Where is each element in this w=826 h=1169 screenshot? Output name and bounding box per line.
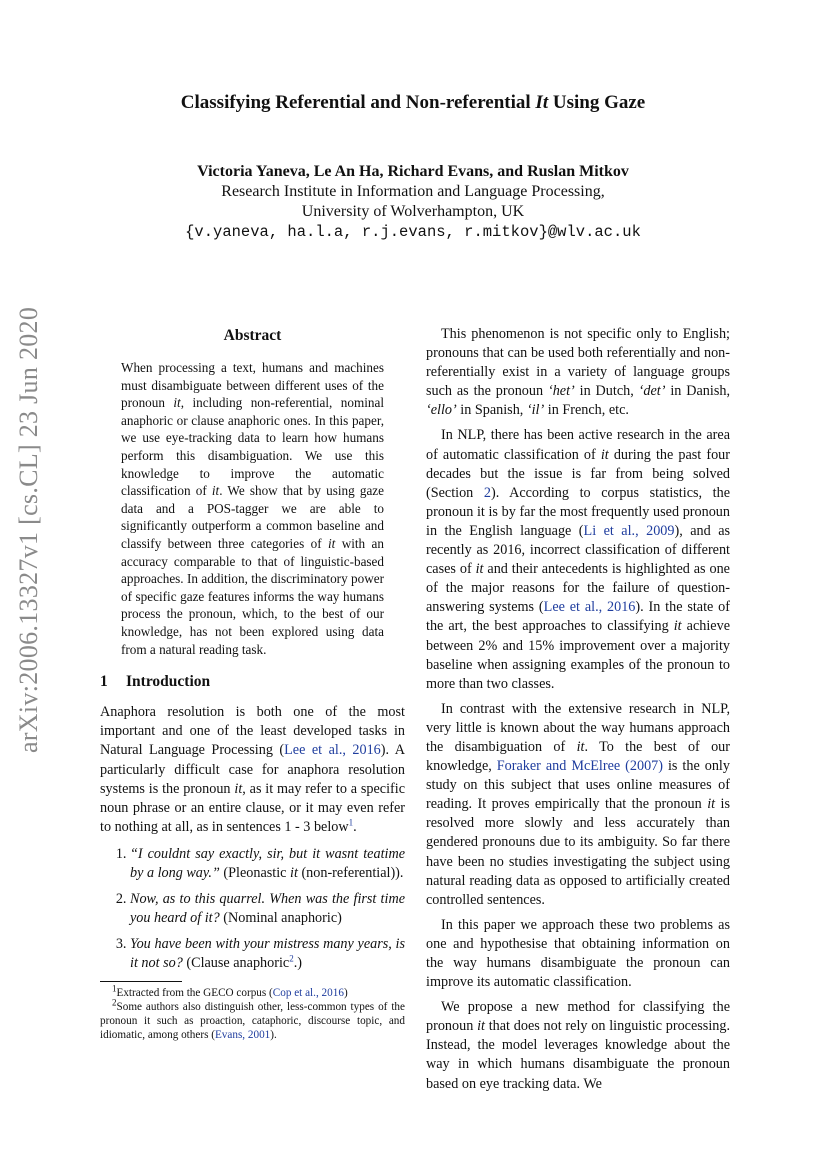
author-block <box>0 162 826 242</box>
footnote-ref-2[interactable]: 2 <box>289 953 294 964</box>
author-names: Victoria Yaneva, Le An Ha, Richard Evans, and Ruslan Mitkov <box>197 163 629 180</box>
author-emails: {v.yaneva, ha.l.a, r.j.evans, r.mitkov}@wlv.ac.uk <box>185 223 641 241</box>
right-paragraph-5: We propose a new method for classifying the pronoun it that does not rely on linguistic processing. Instead, the model leverages knowledge about the way in which humans disambiguate the pronoun based on eye tracking data. We <box>426 999 730 1092</box>
paper-title: Classifying Referential and Non-referential It Using Gaze <box>180 92 646 113</box>
right-paragraph-1: This phenomenon is not specific only to English; pronouns that can be used both referentially and non-referentially exist in a variety of language groups such as the pronoun ‘het’ in Dutch, ‘det’ in Danish, ‘ello’ in Spanish, ‘il’ in French, etc. <box>426 326 730 419</box>
right-paragraph-2: In NLP, there has been active research in the area of automatic classification of it during the past four decades but the issue is far from being solved (Section 2). According to corpus statistics, the pronoun it is by far the most frequently used pronoun in the English language (Li et al., 2009), and as recently as 2016, incorrect classification of different cases of it and their antecedents is highlighted as one of the major reasons for the failure of question-answering systems (Lee et al., 2016). In the state of the art, the best approaches to classifying it achieve between 2% and 15% improvement over a majority baseline when assigning examples of the pronoun to more than two classes. <box>426 427 731 692</box>
example-item-2: 2. Now, as to this quarrel. When was the first time you heard of it? (Nominal anaphoric) <box>130 890 405 928</box>
affiliation-line-2: University of Wolverhampton, UK <box>301 203 525 220</box>
citation-link[interactable]: Lee et al., 2016 <box>543 599 636 616</box>
right-paragraph-3: In contrast with the extensive research in NLP, very little is known about the way humans approach the disambiguation of it. To the best of our knowledge, Foraker and McElree (2007) is the only study on this subject that uses online measures of reading. It proves empirically that the pronoun it is resolved more slowly and less accurately than gendered pronouns due to its ambiguity. So far there have been no studies investigating the subject using natural reading data as opposed to artificially created controlled sentences. <box>426 700 730 908</box>
example-list <box>100 845 405 974</box>
intro-paragraph-1: Anaphora resolution is both one of the most important and one of the least developed tasks in Natural Language Processing (Lee et al., 2016). A particularly difficult case for anaphora resolution systems is the pronoun it, as it may refer to a specific noun phrase or an entire clause, or it may even refer to nothing at all, as in sentences 1 - 3 below$^1$. <box>100 704 406 835</box>
right-column <box>426 325 730 1100</box>
citation-link[interactable]: Cop et al., 2016 <box>272 986 344 999</box>
citation-link[interactable]: Li et al., 2009 <box>583 522 675 539</box>
example-item-1: 1. “I couldnt say exactly, sir, but it wasnt teatime by a long way.” (Pleonastic it (non-referential)). <box>130 845 405 883</box>
abstract-heading: Abstract <box>223 327 282 344</box>
section-heading-introduction: 1 Introduction <box>100 673 211 691</box>
citation-link[interactable]: Lee et al., 2016 <box>284 742 381 759</box>
citation-link[interactable]: Foraker and McElree (2007) <box>496 758 663 775</box>
right-paragraph-4: In this paper we approach these two problems as one and hypothesise that obtaining information on the way humans disambiguate the pronoun can improve its automatic classification. <box>426 916 730 991</box>
left-column <box>100 320 405 1042</box>
affiliation-line-1: Research Institute in Information and Language Processing, <box>221 183 605 200</box>
section-link[interactable]: 2 <box>483 484 491 501</box>
abstract-body: When processing a text, humans and machines must disambiguate between different uses of the pronoun it, including non-referential, nominal anaphoric or clause anaphoric ones. In this paper, we use eye-tracking data to learn how humans perform this disambiguation. We use this knowledge to improve the automatic classification of it. We show that by using gaze data and a POS-tagger we are able to significantly outperform a common baseline and classify between three categories of it with an accuracy comparable to that of linguistic-based approaches. In addition, the discriminatory power of specific gaze features informs the way humans process the pronoun, which, to the best of our knowledge, has not been explored using data from a natural reading task. <box>121 360 385 657</box>
example-item-3: 3. You have been with your mistress many years, is it not so? (Clause anaphoric$^2$.) <box>130 935 405 973</box>
footnote-divider <box>100 981 182 982</box>
citation-link[interactable]: Evans, 2001 <box>214 1028 271 1041</box>
arxiv-stamp: arXiv:2006.13327v1 [cs.CL] 23 Jun 2020 <box>14 306 43 754</box>
footnotes <box>100 982 405 1042</box>
footnote-ref-1[interactable]: 1 <box>348 817 354 828</box>
footnote-2: $^2$Some authors also distinguish other, less-common types of the pronoun it such as proaction, cataphoric, discourse topic, and idiomatic, among others (Evans, 2001). <box>100 996 405 1041</box>
footnote-1: $^1$Extracted from the GECO corpus (Cop et al., 2016) <box>112 982 348 999</box>
